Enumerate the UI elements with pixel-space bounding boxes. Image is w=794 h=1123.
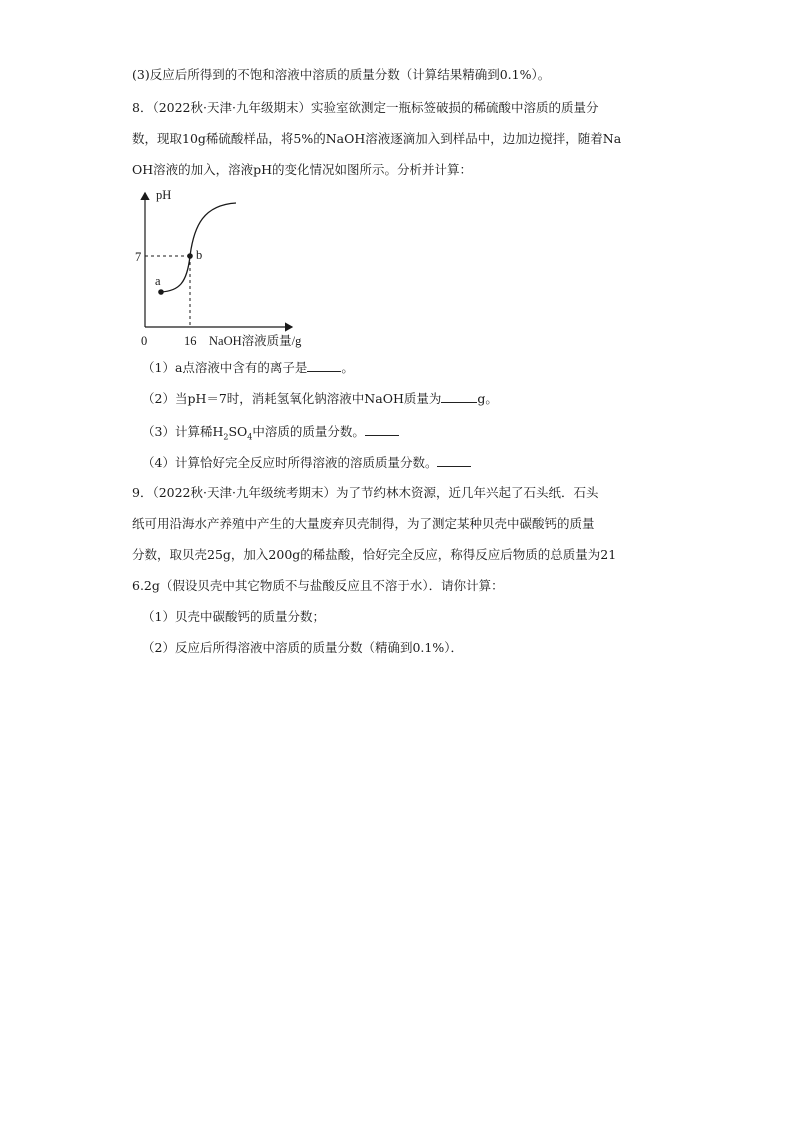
q9-stem-line3: 分数，取贝壳25g，加入200g的稀盐酸，恰好完全反应，称得反应后物质的总质量为21 [132, 547, 617, 562]
y-tick-7: 7 [135, 250, 142, 264]
point-b [187, 253, 193, 259]
q9-stem-line1: 9．（2022秋·天津·九年级统考期末）为了节约林木资源，近几年兴起了石头纸．石头 [132, 485, 599, 500]
x-axis-label: NaOH溶液质量/g [209, 334, 302, 348]
q9-sub1: （1）贝壳中碳酸钙的质量分数； [142, 609, 325, 624]
q9-stem-line2: 纸可用沿海水产养殖中产生的大量废弃贝壳制得，为了测定某种贝壳中碳酸钙的质量 [132, 516, 595, 531]
q7-part3: (3)反应后所得到的不饱和溶液中溶质的质量分数（计算结果精确到0.1%）。 [132, 67, 551, 82]
q8-sub4: （4）计算恰好完全反应时所得溶液的溶质质量分数。 [142, 453, 471, 472]
x-tick-16: 16 [184, 334, 197, 348]
q9-stem-line4: 6.2g（假设贝壳中其它物质不与盐酸反应且不溶于水）．请你计算： [132, 578, 504, 593]
ph-curve-chart [124, 185, 304, 350]
point-b-label: b [196, 248, 203, 262]
q8-sub1: （1）a点溶液中含有的离子是 。 [142, 360, 354, 375]
q9-sub2: （2）反应后所得溶液中溶质的质量分数（精确到0.1%）． [142, 640, 463, 655]
q8-sub3: （3）计算稀$H_2SO_4$中溶质的质量分数。 [142, 422, 399, 441]
q8-stem-line2: 数，现取10g稀硫酸样品，将5%的NaOH溶液逐滴加入到样品中，边加边搅拌，随着Na [132, 131, 622, 146]
q8-stem-line1: 8．（2022秋·天津·九年级期末）实验室欲测定一瓶标签破损的稀硫酸中溶质的质量分 [132, 100, 599, 115]
x-tick-0: 0 [141, 334, 148, 348]
point-a [158, 289, 164, 295]
q8-sub2: （2）当pH＝7时，消耗氢氧化钠溶液中NaOH质量为 g。 [142, 391, 498, 406]
point-a-label: a [155, 274, 161, 288]
q8-stem-line3: OH溶液的加入，溶液pH的变化情况如图所示。分析并计算： [132, 162, 473, 177]
y-axis-label: pH [156, 188, 172, 202]
